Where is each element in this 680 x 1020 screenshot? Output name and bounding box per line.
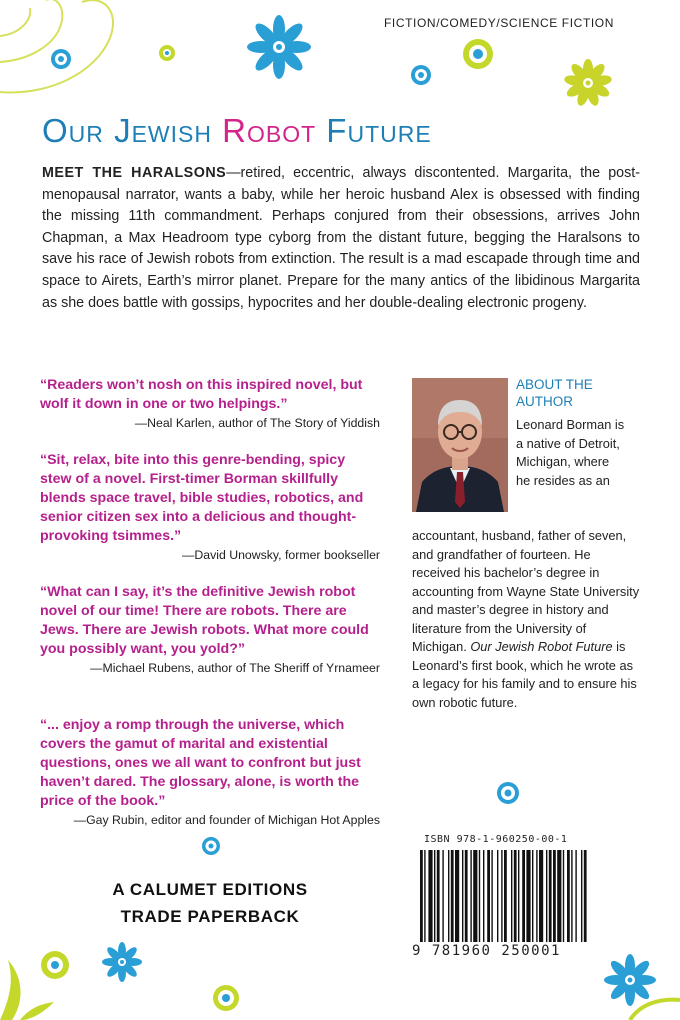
barcode-bar <box>526 850 530 942</box>
quote-attribution: —David Unowsky, former bookseller <box>182 548 380 562</box>
barcode-bar <box>504 850 507 942</box>
quote-text: “What can I say, it’s the definitive Jewish robot novel of our time! There are robots. There are Jews. There are Jewish robots. What more could you possibly want, you yold?” <box>40 584 369 657</box>
barcode-bar <box>451 850 454 942</box>
review-quote <box>40 451 380 564</box>
barcode-bar <box>522 850 525 942</box>
barcode-bar <box>539 850 543 942</box>
about-book-title: Our Jewish Robot Future <box>470 639 613 654</box>
barcode-bar <box>473 850 477 942</box>
barcode-bars <box>420 850 620 946</box>
barcode-bar <box>428 850 432 942</box>
barcode-bar <box>491 850 492 942</box>
quote-text: “Readers won’t nosh on this inspired novel, but wolf it down in one or two helpings.” <box>40 377 363 412</box>
review-quote <box>40 376 380 432</box>
blurb-body: —retired, eccentric, always discontented. Margarita, the post-menopausal narrator, wants a baby, while her heroic husband Alex is obsessed with finding the missing 11th commandment. Perhaps conjured from their obsessions, arrives John Chapman, a Max Headroom type cyborg from the distant future, begging the Haralsons to save his race of Jewish robots from extinction. The result is a mad escapade through time and space to Airets, Earth’s mirror planet. Prepare for the many antics of the libidinous Margarita as she does battle with gossips, hypocrites and her double-dealing electronic progeny. <box>42 165 640 311</box>
barcode-bar <box>518 850 519 942</box>
author-photo <box>412 378 508 512</box>
genre-label: FICTION/COMEDY/SCIENCE FICTION <box>384 16 615 30</box>
footer-line-1: A CALUMET EDITIONS <box>112 880 308 899</box>
isbn-barcode <box>412 834 624 962</box>
barcode-bar <box>581 850 582 942</box>
barcode-bar <box>571 850 572 942</box>
barcode-bar <box>557 850 561 942</box>
yellow-flower-icon <box>563 58 613 108</box>
about-text-part: accountant, husband, father of seven, and grandfather of fourteen. He received his bachelor’s degree in accounting from Wayne State University and master’s degree in history and literature from the University of Michigan. <box>412 528 640 654</box>
isbn-label: ISBN 978-1-960250-00-1 <box>424 834 568 845</box>
swirl-decoration-bottom-right <box>620 980 680 1020</box>
title-part-future: Future <box>326 112 432 149</box>
barcode-bar <box>448 850 449 942</box>
barcode-bar <box>483 850 484 942</box>
barcode-bar <box>465 850 468 942</box>
lime-circle-icon <box>158 44 176 62</box>
publisher-footer <box>40 876 380 930</box>
lime-circle-icon <box>212 984 240 1012</box>
barcode-bar <box>584 850 587 942</box>
barcode-bar <box>553 850 556 942</box>
title-part-robot: Robot <box>222 112 327 149</box>
about-author-heading: ABOUT THE AUTHOR <box>516 377 593 409</box>
blue-flower-icon <box>102 942 142 982</box>
barcode-bar <box>420 850 423 942</box>
barcode-bar <box>511 850 512 942</box>
barcode-bar <box>546 850 547 942</box>
title-part-jewish: Jewish <box>114 112 223 149</box>
barcode-bar <box>536 850 537 942</box>
book-title <box>42 112 432 150</box>
review-quote <box>40 583 380 677</box>
lime-circle-icon <box>462 38 494 70</box>
quote-attribution: —Neal Karlen, author of The Story of Yiddish <box>134 416 380 430</box>
book-blurb <box>42 163 640 314</box>
barcode-bar <box>487 850 490 942</box>
barcode-bar <box>455 850 459 942</box>
barcode-bar <box>424 850 425 942</box>
quote-attribution: —Michael Rubens, author of The Sheriff of Yrnameer <box>90 661 380 675</box>
about-text-part: is Leonard’s first book, which he wrote as a legacy for his family and to ensure his own robotic future. <box>412 639 637 710</box>
barcode-bar <box>575 850 576 942</box>
barcode-bar <box>501 850 502 942</box>
quote-text: “... enjoy a romp through the universe, which covers the gamut of marital and existential questions, ones we all want to confront but just haven’t dared. The glossary, alone, is worth the price of the book.” <box>40 717 361 809</box>
target-circle-icon <box>410 64 432 86</box>
target-circle-icon <box>496 781 520 805</box>
barcode-bar <box>470 850 471 942</box>
barcode-bar <box>549 850 552 942</box>
about-author-text-continued <box>412 527 642 712</box>
review-quote <box>40 716 380 829</box>
blue-flower-icon <box>246 14 312 80</box>
quote-attribution: —Gay Rubin, editor and founder of Michigan Hot Apples <box>73 813 380 827</box>
barcode-digits: 9 781960 250001 <box>412 943 561 959</box>
barcode-bar <box>462 850 463 942</box>
target-circle-icon <box>50 48 72 70</box>
blurb-lead: MEET THE HARALSONS <box>42 165 227 181</box>
about-author-text: Leonard Borman is a native of Detroit, Michigan, where he resides as an <box>516 417 625 488</box>
target-circle-icon <box>201 836 221 856</box>
barcode-bar <box>532 850 533 942</box>
barcode-bar <box>514 850 517 942</box>
barcode-bar <box>437 850 440 942</box>
barcode-bar <box>563 850 564 942</box>
barcode-bar <box>567 850 570 942</box>
footer-line-2: TRADE PAPERBACK <box>120 907 300 926</box>
barcode-bar <box>434 850 435 942</box>
barcode-bar <box>442 850 443 942</box>
quote-text: “Sit, relax, bite into this genre-bending, spicy stew of a novel. First-timer Borman skillfully blends space travel, bible studies, robotics, and senior citizen sex into a delicious and thought-provoking tsimmes.” <box>40 452 364 544</box>
barcode-bar <box>497 850 498 942</box>
lime-circle-icon <box>40 950 70 980</box>
title-part-our: Our <box>42 112 115 149</box>
barcode-bar <box>479 850 480 942</box>
